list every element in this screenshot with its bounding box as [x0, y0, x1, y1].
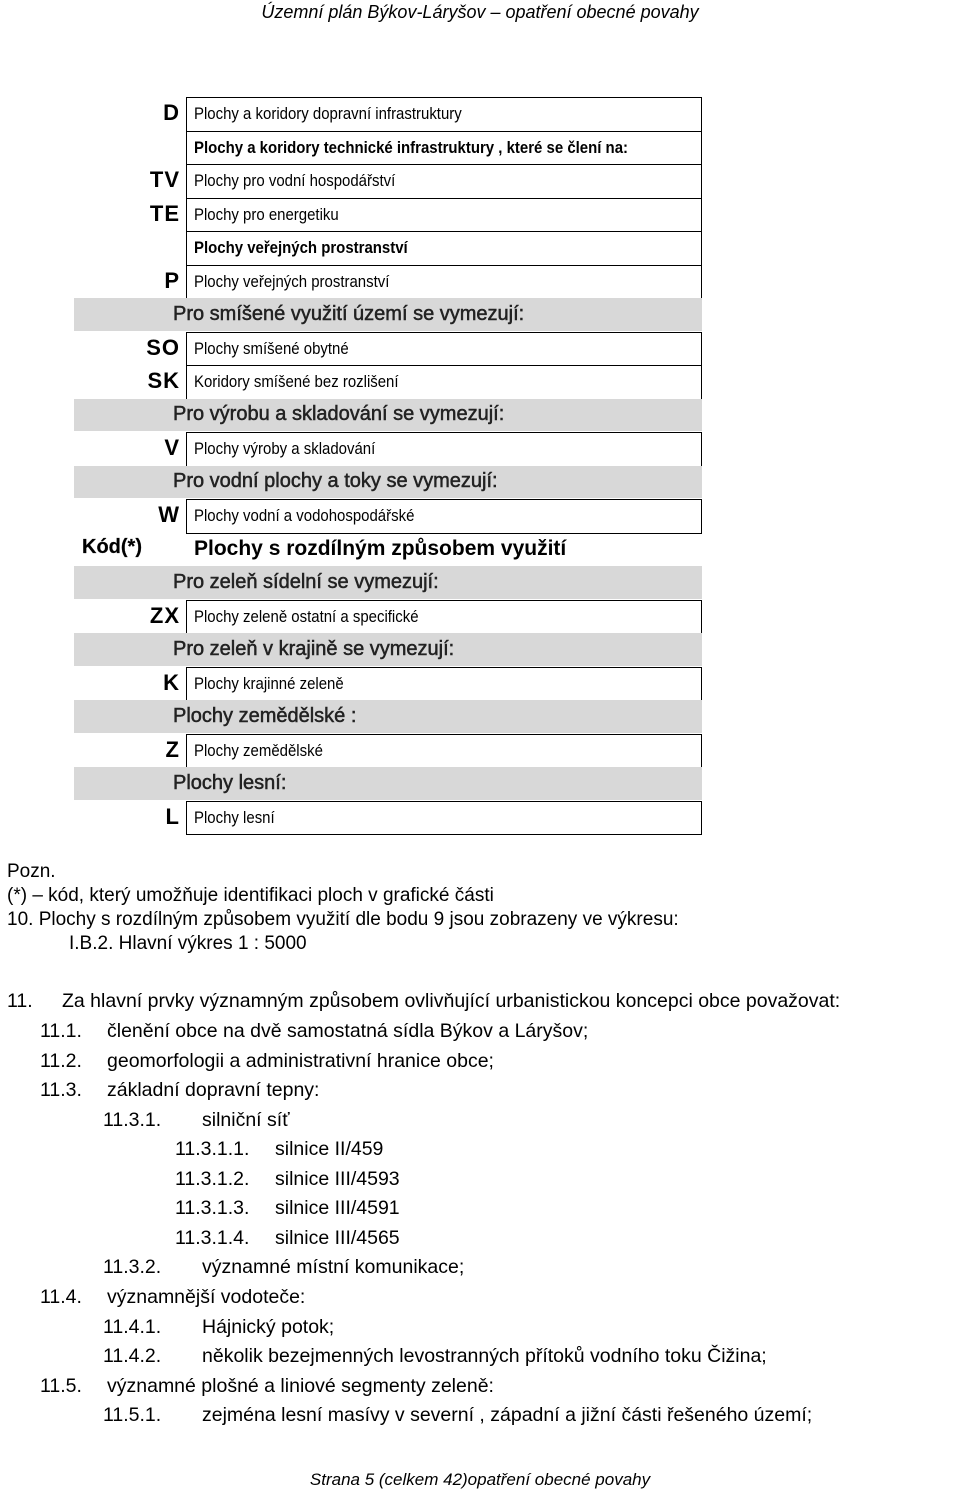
land-use-cell	[186, 734, 702, 769]
land-use-code: V	[164, 435, 180, 460]
category-band-label: Pro vodní plochy a toky se vymezují:	[173, 470, 498, 493]
category-band-label: Pro zeleň v krajině se vymezují:	[173, 637, 455, 660]
land-use-code: K	[163, 669, 180, 695]
list-item-number: 11.3.	[40, 1079, 82, 1101]
list-item-text: silnice II/459	[275, 1138, 384, 1160]
list-item-text: členění obce na dvě samostatná sídla Býkov a Láryšov;	[107, 1020, 589, 1042]
land-use-code: TE	[149, 200, 180, 226]
land-use-code: W	[158, 502, 180, 527]
land-use-code: D	[163, 100, 180, 125]
note-asterisk: (*) – kód, který umožňuje identifikaci ploch v grafické části	[7, 885, 494, 906]
category-band	[74, 466, 702, 499]
list-item-text: Za hlavní prvky významným způsobem ovlivňující urbanistickou koncepci obce považovat:	[62, 990, 841, 1012]
list-item-number: 11.5.	[40, 1375, 82, 1397]
list-item-number: 11.4.	[40, 1286, 82, 1308]
land-use-cell	[186, 499, 702, 534]
category-band-label: Pro výrobu a skladování se vymezují:	[173, 403, 505, 426]
cell-label: Plochy veřejných prostranství	[194, 271, 390, 291]
list-item-text: významnější vodoteče:	[107, 1286, 306, 1308]
land-use-code: TV	[149, 167, 180, 192]
category-band	[74, 767, 702, 800]
list-item-number: 11.3.1.2.	[175, 1168, 250, 1190]
list-item-number: 11.4.2.	[103, 1345, 162, 1367]
note-10: 10. Plochy s rozdílným způsobem využití dle bodu 9 jsou zobrazeny ve výkresu:	[7, 909, 679, 930]
note-10-drawing: I.B.2. Hlavní výkres 1 : 5000	[69, 933, 307, 954]
page-footer: Strana 5 (celkem 42)opatření obecné povahy	[309, 1470, 651, 1489]
cell-label: Plochy krajinné zeleně	[194, 673, 344, 693]
list-item-number: 11.4.1.	[103, 1316, 162, 1338]
list-item-number: 11.2.	[40, 1050, 82, 1072]
cell-label: Plochy zeleně ostatní a specifické	[194, 606, 419, 626]
category-band-label: Pro smíšené využití území se vymezují:	[173, 302, 525, 325]
category-band	[74, 399, 702, 432]
kod-label: Kód(*)	[82, 536, 142, 558]
list-item-number: 11.3.1.3.	[175, 1197, 250, 1219]
notes	[7, 860, 679, 956]
land-use-cell	[186, 365, 702, 400]
land-use-cell	[186, 164, 702, 199]
cell-label: Plochy pro energetiku	[194, 204, 339, 224]
land-use-cell	[186, 332, 702, 367]
list-item-number: 11.3.1.	[103, 1109, 162, 1131]
list-item-text: silnice III/4593	[275, 1168, 400, 1190]
list-item-text: několik bezejmenných levostranných přítoků vodního toku Čižina;	[202, 1345, 767, 1367]
land-use-code: SK	[147, 368, 180, 393]
cell-label: Plochy a koridory technické infrastruktury , které se člení na:	[194, 137, 629, 157]
land-use-cell	[186, 667, 702, 702]
category-band-label: Plochy lesní:	[173, 771, 287, 794]
land-use-cell	[186, 432, 702, 467]
list-item-text: Hájnický potok;	[202, 1316, 335, 1338]
list-item-text: silnice III/4565	[275, 1227, 400, 1249]
list-item-text: významné plošné a liniové segmenty zeleně:	[107, 1375, 494, 1397]
cell-label: Plochy pro vodní hospodářství	[194, 171, 396, 191]
land-use-code: SO	[146, 334, 180, 360]
cell-label: Plochy smíšené obytné	[194, 338, 349, 358]
land-use-cell	[186, 198, 702, 233]
cell-label: Plochy a koridory dopravní infrastruktury	[194, 104, 462, 124]
page-header: Územní plán Býkov-Láryšov – opatření obecné povahy	[261, 2, 699, 22]
cell-label: Plochy výroby a skladování	[194, 439, 376, 459]
list-item-number: 11.1.	[40, 1020, 82, 1042]
cell-label: Plochy zemědělské	[194, 740, 323, 760]
group-heading-cell	[186, 231, 702, 266]
list-item-number: 11.5.1.	[103, 1404, 162, 1426]
list-item-text: významné místní komunikace;	[202, 1256, 465, 1278]
list-item-number: 11.	[7, 990, 33, 1012]
category-band-label: Pro zeleň sídelní se vymezují:	[173, 570, 439, 593]
land-use-cell	[186, 97, 702, 132]
land-use-cell	[186, 801, 702, 836]
category-band	[74, 633, 702, 666]
category-band	[74, 566, 702, 599]
list-item-text: silniční síť	[202, 1109, 290, 1131]
table-heading: Plochy s rozdílným způsobem využití	[194, 536, 567, 560]
list-item-number: 11.3.1.1.	[175, 1138, 250, 1160]
list-item-number: 11.3.1.4.	[175, 1227, 250, 1249]
land-use-code: ZX	[149, 602, 180, 628]
note-pozn: Pozn.	[7, 861, 56, 882]
category-band	[74, 700, 702, 733]
land-use-code: L	[165, 803, 180, 829]
cell-label: Plochy veřejných prostranství	[194, 238, 408, 258]
list-item-text: základní dopravní tepny:	[107, 1079, 320, 1101]
category-band	[74, 298, 702, 331]
land-use-code: P	[164, 267, 180, 293]
category-band-label: Plochy zemědělské :	[173, 704, 357, 727]
cell-label: Koridory smíšené bez rozlišení	[194, 372, 399, 392]
land-use-code: Z	[165, 736, 180, 762]
group-heading-cell	[186, 131, 702, 166]
list-item-text: silnice III/4591	[275, 1197, 400, 1219]
list-item-text: zejména lesní masívy v severní , západní a jižní části řešeného území;	[202, 1404, 813, 1426]
land-use-cell	[186, 600, 702, 635]
land-use-cell	[186, 265, 702, 300]
list-item-number: 11.3.2.	[103, 1256, 162, 1278]
cell-label: Plochy vodní a vodohospodářské	[194, 506, 415, 526]
list-item-text: geomorfologii a administrativní hranice obce;	[107, 1050, 494, 1072]
cell-label: Plochy lesní	[194, 807, 275, 827]
